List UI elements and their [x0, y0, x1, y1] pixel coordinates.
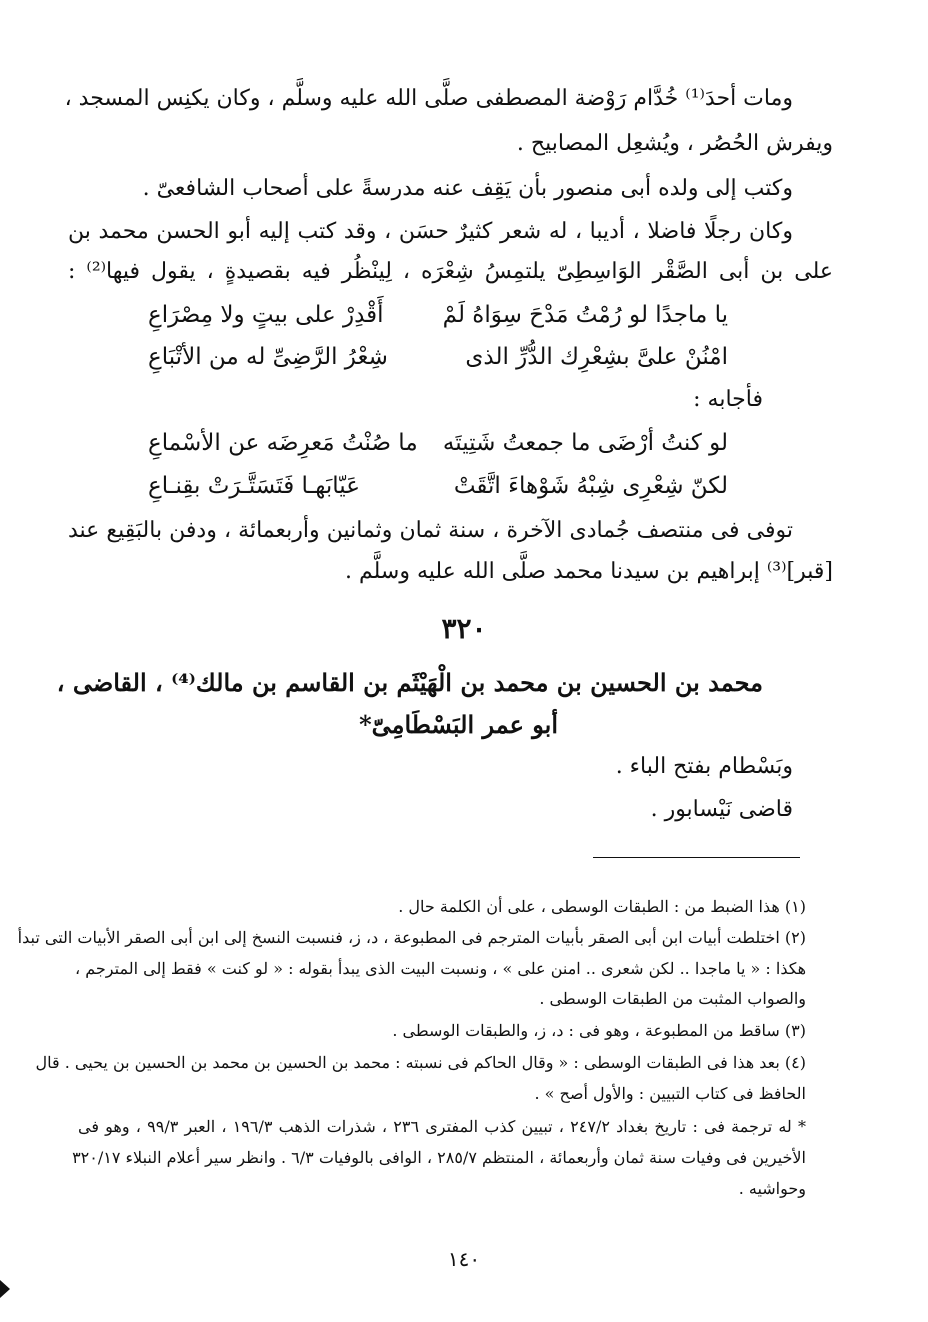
footnote: وحواشيه . — [738, 1179, 806, 1198]
body-line: ويفرش الحُصُر ، ويُشعِل المصابيح . — [516, 131, 833, 156]
footnote: * له ترجمة فى : تاريخ بغداد ٢٤٧/٢ ، تبيين كذب المفترى ٢٣٦ ، شذرات الذهب ١٩٦/٣ ، العبر ٩٩/٣ ، وهو فى — [78, 1117, 806, 1136]
body-line: على بن أبى الصَّقْر الوَاسِطِىّ يلتمِسُ شِعْرَه ، لِينْظُر فيه بقصيدةٍ ، يقول فيها⁽²⁾ : — [68, 259, 834, 284]
verse-hemistich: شِعْرُ الرَّضِىِّ له من الأتْبَاعِ — [148, 344, 388, 370]
footnote: الحافظ فى كتاب التبيين : والأول أصح » . — [534, 1084, 806, 1103]
footnote: (٢) اختلطت أبيات ابن أبى الصقر بأبيات المترجم فى المطبوعة ، د، ز، فنسبت النسخ إلى ابن أبى الصقر الأبيات التى تبدأ — [17, 928, 806, 947]
body-line: وكان رجلًا فاضلا ، أديبا ، له شعر كثيرٌ حسَن ، وقد كتب إليه أبو الحسن محمد بن — [68, 219, 793, 244]
body-line: ومات أحدَ⁽¹⁾ خُدَّام رَوْضة المصطفى صلَّى الله عليه وسلَّم ، وكان يكنِس المسجد ، — [64, 86, 793, 111]
body-line: [قبر]⁽³⁾ إبراهيم بن سيدنا محمد صلَّى الله عليه وسلَّم . — [345, 559, 833, 584]
entry-title: محمد بن الحسين بن محمد بن الْهَيْثَم بن القاسم بن مالك⁽⁴⁾ ، القاضى ، — [56, 668, 763, 697]
verse-hemistich: أَقْدِرْ على بيتٍ ولا مِصْرَاعِ — [148, 302, 384, 328]
answer-intro: فأجابه : — [693, 387, 763, 412]
entry-number: ٣٢٠ — [441, 612, 487, 645]
entry-line: قاضى نَيْسابور . — [650, 797, 793, 822]
page-number: ١٤٠ — [447, 1247, 481, 1271]
entry-line: وبَسْطام بفتح الباء . — [615, 754, 793, 779]
footnote: والصواب المثبت من الطبقات الوسطى . — [539, 989, 806, 1008]
body-line: وكتب إلى ولده أبى منصور بأن يَقِف عنه مدرسةً على أصحاب الشافعىّ . — [142, 176, 793, 201]
verse-hemistich: امْنُنْ علىَّ بشِعْرِك الدُّرِّ الذى — [465, 344, 728, 370]
footnote: الأخيرين فى وفيات سنة ثمان وأربعمائة ، المنتظم ٢٨٥/٧ ، الوافى بالوفيات ٦/٣ . وانظر سير أعلام النبلاء ٣٢٠/١٧ — [72, 1148, 806, 1167]
footnote: (٤) بعد هذا فى الطبقات الوسطى : « وقال الحاكم فى نسبته : محمد بن الحسين بن محمد بن الحسين بن يحيى . قال — [35, 1053, 806, 1072]
scan-corner-mark — [0, 1280, 10, 1298]
footnote: هكذا : « يا ماجدا .. لكن شعرى .. امنن على » ، ونسبت البيت الذى يبدأ بقوله : « لو كنت » فقط إلى المترجم ، — [75, 959, 806, 978]
verse-hemistich: عَيّابَهـا فَتَسَتَّـرَتْ بقِنـاعِ — [148, 473, 360, 499]
footnote: (٣) ساقط من المطبوعة ، وهو فى : د، ز، والطبقات الوسطى . — [392, 1021, 806, 1040]
verse-hemistich: لو كنتُ أرْضَى ما جمعتُ شَتِيتَه — [442, 430, 728, 456]
body-line: توفى فى منتصف جُمادى الآخرة ، سنة ثمان وثمانين وأربعمائة ، ودفن بالبَقِيع عند — [68, 518, 793, 543]
verse-hemistich: ما صُنْتُ مَعرِضَه عن الأسْماعِ — [148, 430, 418, 456]
verse-hemistich: لكنّ شِعْرِى شِبْهُ شَوْهاءَ اتَّقَتْ — [453, 473, 728, 499]
footnote-separator — [593, 857, 800, 858]
verse-hemistich: يا ماجدًا لو رُمْتُ مَدْحَ سِوَاهُ لَمْ — [442, 302, 728, 328]
footnote: (١) هذا الضبط من : الطبقات الوسطى ، على أن الكلمة حال . — [398, 897, 806, 916]
entry-title: أبو عمر البَسْطَامِىّ* — [359, 710, 558, 739]
